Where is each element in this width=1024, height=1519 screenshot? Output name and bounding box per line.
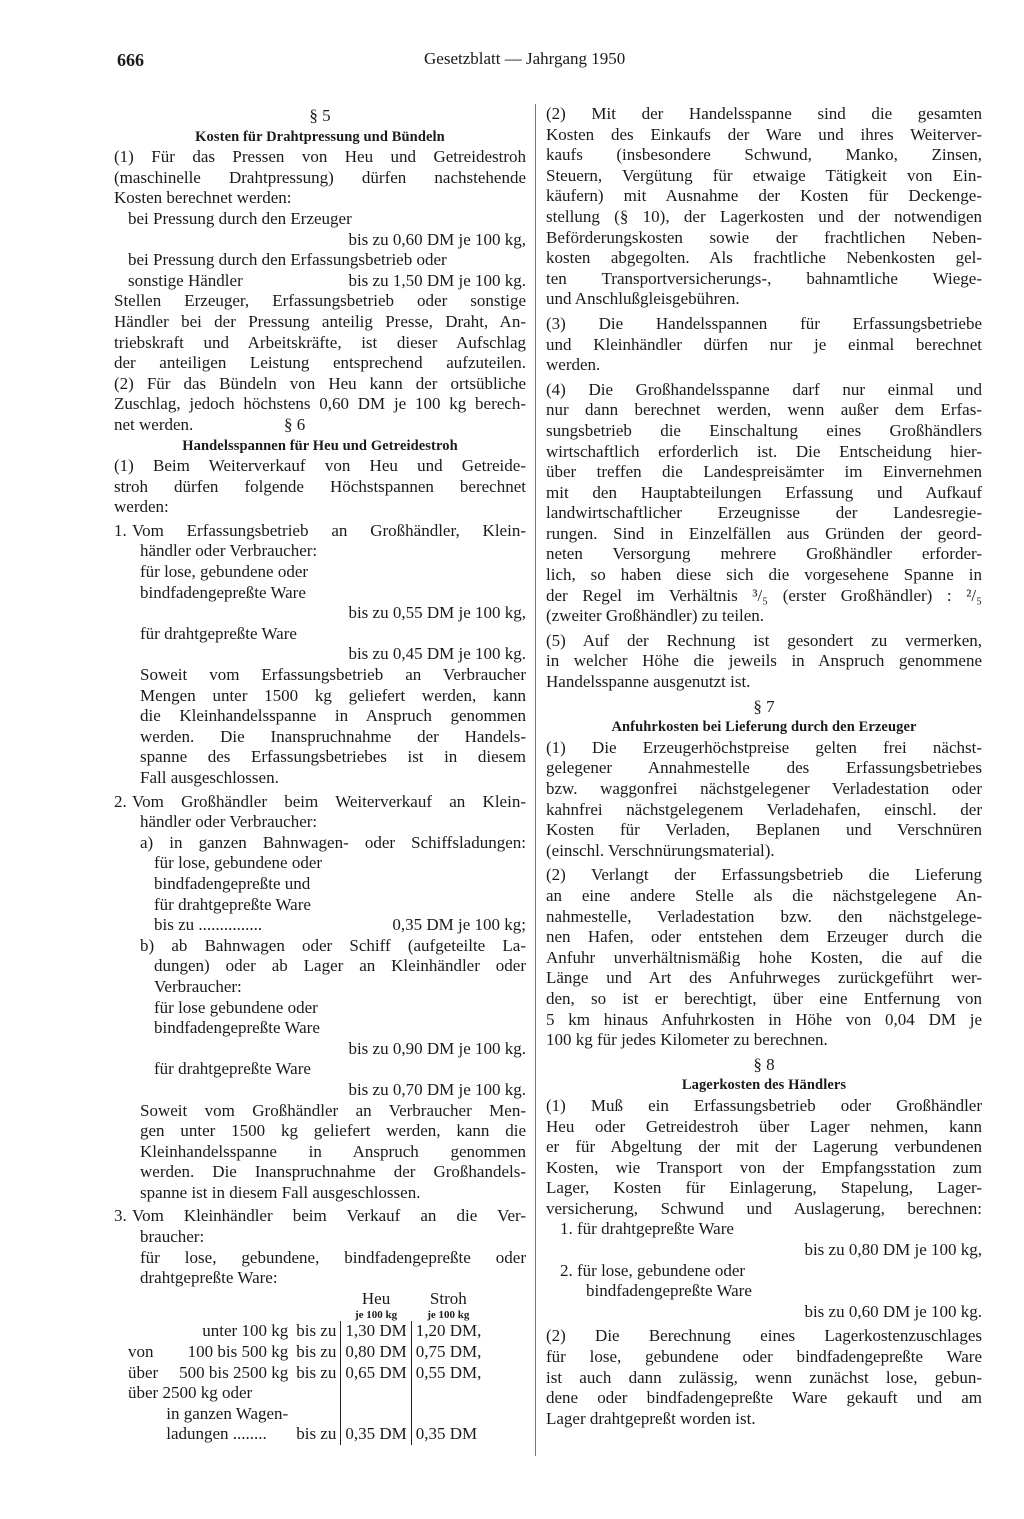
text-line: für lose, gebundene oder (140, 562, 309, 582)
text-line: sungsbetrieb die Einschaltung eines Großhändlers (546, 420, 982, 440)
text-line: Beförderungskosten sowie der frachtlichen Neben- (546, 227, 982, 247)
section-7-paragraph-1 (546, 738, 982, 862)
text-line: händler oder Verbraucher: (140, 541, 318, 561)
retail-margin-table (124, 1289, 485, 1445)
rate-item-label: bis zu ............... (154, 915, 263, 935)
table-cell: bis zu (296, 1321, 337, 1341)
text-line: für drahtgepreßte Ware (154, 1059, 311, 1079)
text-line: den, so ist er berechtigt, über eine Entfernung von (546, 988, 982, 1008)
text-line: Soweit vom Großhändler an Verbraucher Men- (140, 1100, 526, 1120)
text-line: (einschl. Verschnürungsmaterial). (546, 840, 775, 860)
text-line: für lose gebundene oder (154, 997, 318, 1017)
table-cell: 500 bis 2500 kg (179, 1362, 289, 1382)
text-line: nen Hafen, oder entstehen dem Erzeuger durch die (546, 927, 982, 947)
table-cell: 0,35 DM (411, 1424, 485, 1445)
text-line: Länge und Art des Anfuhrweges zurückgeführt wer- (546, 968, 982, 988)
rate-item-value: bis zu 0,70 DM je 100 kg. (348, 1079, 526, 1099)
text-line: bindfadengepreßte und (154, 873, 311, 893)
section-8-title: Lagerkosten des Händlers (681, 1077, 847, 1094)
table-cell: bis zu (296, 1342, 337, 1362)
column-unit-stroh: je 100 kg (427, 1309, 470, 1322)
section-8-heading: § 8 (753, 1054, 775, 1074)
text-line: net werden. (114, 414, 194, 434)
table-cell: 0,65 DM (341, 1363, 411, 1384)
table-row (124, 1321, 485, 1342)
text-line: und Anschlußgleisgebühren. (546, 289, 740, 309)
table-row (124, 1363, 485, 1384)
section-8-paragraph-1 (546, 1096, 982, 1220)
table-cell (292, 1383, 341, 1404)
text-line: werden. Die Inanspruchnahme der Handels- (140, 726, 526, 746)
table-cell (292, 1404, 341, 1425)
table-row (124, 1424, 485, 1445)
text-line: über treffen die Landespreisämter im Einvernehmen (546, 462, 982, 482)
text-line: 5 km hinaus Anfuhrkosten in Höhe von 0,04 DM je (546, 1009, 982, 1029)
text-line: Kosten berechnet werden: (114, 188, 292, 208)
text-line: Heu oder Getreidestroh über Lager nehmen, kann (546, 1116, 982, 1136)
text-line: Anfuhr unverhältnismäßig hohe Kosten, die auf die (546, 947, 982, 967)
text-line: Kosten des Einkaufs der Ware und ihres Weiterver- (546, 124, 982, 144)
table-cell: bis zu (296, 1424, 337, 1444)
text-line: werden. Die Inanspruchnahme der Großhandels- (140, 1162, 526, 1182)
section-6-start-row (114, 415, 526, 436)
text-line: mit den Hauptabteilungen Erfassung und Aufkauf (546, 482, 982, 502)
table-cell (124, 1404, 162, 1425)
rate-item-value: bis zu 0,60 DM je 100 kg, (348, 229, 526, 249)
text-line: Verbraucher: (154, 976, 242, 996)
text-line: ten Transportversicherungs-, bahnamtliche Wiege- (546, 268, 982, 288)
text-line: kosten abgegolten. Als frachtliche Nebenkosten gel- (546, 248, 982, 268)
table-cell: 0,75 DM, (411, 1342, 485, 1363)
text-line: werden. (546, 355, 601, 375)
rate-item-row (114, 271, 526, 292)
text-line: für lose, gebundene oder (154, 853, 323, 873)
text-line: kaufs (insbesondere Schwund, Manko, Zinsen, (546, 145, 982, 165)
section-6-paragraph-4 (546, 380, 982, 627)
table-cell (411, 1404, 485, 1425)
table-cell: bis zu (296, 1362, 337, 1382)
text-line: landwirtschaftlicher Erzeugnisse der Landesregie- (546, 503, 982, 523)
text-line: Steuern, Vergütung für etwaige Tätigkeit von Ein- (546, 165, 982, 185)
section-6-paragraph-1 (114, 456, 526, 518)
page-number: 666 (117, 50, 144, 70)
text-line: und Kleinhändler dürfen nur je einmal berechnet (546, 334, 982, 354)
text-line: (5) Auf der Rechnung ist gesondert zu vermerken, (546, 630, 982, 650)
text-line: der Regel im Verhältnis ³/₅ (erster Großhändler) : ²/₅ (546, 585, 982, 605)
table-cell (341, 1383, 411, 1404)
table-cell: über 2500 kg oder (128, 1383, 253, 1403)
section-7-title: Anfuhrkosten bei Lieferung durch den Erzeuger (611, 719, 917, 736)
text-line: drahtgepreßte Ware: (140, 1268, 278, 1288)
text-line: Soweit vom Erfassungsbetrieb an Verbraucher (140, 665, 526, 685)
table-cell: 0,55 DM, (411, 1363, 485, 1384)
text-line: Kosten für Verladen, Beplanen und Verschnüren (546, 820, 982, 840)
section-6-heading: § 6 (284, 414, 306, 434)
column-header-stroh: Stroh (429, 1288, 467, 1308)
text-line: (1) Die Erzeugerhöchstpreise gelten frei nächst- (546, 737, 982, 757)
text-line: händler oder Verbraucher: (140, 812, 318, 832)
column-unit-heu: je 100 kg (354, 1309, 398, 1322)
section-5-paragraph-2 (114, 291, 526, 373)
item-number: 1. (114, 520, 127, 540)
left-column (114, 104, 526, 1445)
table-cell: 100 bis 500 kg (187, 1342, 289, 1362)
text-line: Lager drahtgepreßt worden ist. (546, 1408, 756, 1428)
rate-item-value: bis zu 0,60 DM je 100 kg. (804, 1301, 982, 1321)
text-line: bindfadengepreßte Ware (140, 582, 306, 602)
right-column (546, 104, 982, 1429)
text-line: stroh dürfen folgende Höchstspannen berechnet (114, 476, 526, 496)
table-row (124, 1342, 485, 1363)
text-line: die Kleinhandelsspanne in Anspruch genommen (140, 706, 526, 726)
text-line: (maschinelle Drahtpressung) dürfen nachstehende (114, 167, 526, 187)
section-7-heading: § 7 (753, 696, 775, 716)
text-line: (2) Die Berechnung eines Lagerkostenzuschlages (546, 1326, 982, 1346)
text-line: (2) Für das Bündeln von Heu kann der ortsübliche (114, 373, 526, 393)
text-line: ist auch dann zulässig, wenn zunächst lose, gebun- (546, 1367, 982, 1387)
text-line: a) in ganzen Bahnwagen- oder Schiffsladungen: (140, 832, 526, 852)
column-divider (535, 104, 536, 1456)
text-line: (zweiter Großhändler) zu teilen. (546, 606, 765, 626)
text-line: Vom Großhändler beim Weiterverkauf an Klein- (132, 791, 526, 811)
rate-item-label: bei Pressung durch den Erzeuger (128, 208, 352, 228)
text-line: (2) Verlangt der Erfassungsbetrieb die Lieferung (546, 865, 982, 885)
text-line: (4) Die Großhandelsspanne darf nur einmal und (546, 379, 982, 399)
text-line: triebskraft und Arbeitskräfte, ist dieser Aufschlag (114, 332, 526, 352)
section-6-paragraph-3 (546, 314, 982, 376)
text-line: für lose, gebundene oder bindfadengepreßte Ware (546, 1347, 982, 1367)
text-line: bindfadengepreßte Ware (154, 1018, 320, 1038)
table-cell: 0,35 DM (341, 1424, 411, 1445)
rate-item-label: 1. für drahtgepreßte Ware (560, 1219, 734, 1239)
rate-item-value: bis zu 0,90 DM je 100 kg. (348, 1038, 526, 1058)
text-line: versicherung, Schwund und Auslagerung, berechnen: (546, 1198, 982, 1218)
text-line: dene oder bindfadengepreßte Ware gekauft und am (546, 1388, 982, 1408)
text-line: (1) Muß ein Erfassungsbetrieb oder Großhändler (546, 1095, 982, 1115)
text-line: für drahtgepreßte Ware (140, 623, 297, 643)
text-line: spanne des Erfassungsbetriebes ist in diesem (140, 747, 526, 767)
table-cell: über (128, 1362, 159, 1382)
running-title: Gesetzblatt — Jahrgang 1950 (424, 49, 626, 68)
list-item-1 (114, 521, 526, 789)
text-line: Mengen unter 1500 kg geliefert werden, kann (140, 685, 526, 705)
text-line: (1) Beim Weiterverkauf von Heu und Getreide- (114, 456, 526, 476)
text-line: Kosten, wie Transport von der Empfangsstation zum (546, 1157, 982, 1177)
text-line: (2) Mit der Handelsspanne sind die gesamten (546, 104, 982, 123)
text-line: für drahtgepreßte Ware (154, 894, 311, 914)
section-5-paragraph-1 (114, 147, 526, 209)
text-line: Kleinhandelsspanne in Anspruch genommen (140, 1141, 526, 1161)
table-cell: 1,30 DM (341, 1321, 411, 1342)
table-cell: 1,20 DM, (411, 1321, 485, 1342)
text-line: dungen) oder ab Lager an Kleinhändler oder (154, 956, 526, 976)
rate-item-label: bei Pressung durch den Erfassungsbetrieb oder (128, 250, 447, 270)
table-cell (341, 1404, 411, 1425)
section-6-paragraph-5 (546, 631, 982, 693)
text-line: Vom Kleinhändler beim Verkauf an die Ver- (132, 1206, 526, 1226)
rate-item-value: bis zu 0,80 DM je 100 kg, (804, 1240, 982, 1260)
text-line: spanne ist in diesem Fall ausgeschlossen. (140, 1182, 421, 1202)
text-line: gen unter 1500 kg geliefert werden, kann die (140, 1121, 526, 1141)
table-cell (411, 1383, 485, 1404)
table-row (124, 1404, 485, 1425)
text-line: für lose, gebundene, bindfadengepreßte oder (140, 1247, 526, 1267)
rate-item-label: 2. für lose, gebundene oder (560, 1260, 746, 1280)
text-line: käufern) mit Ausnahme der Kosten für Deckenge- (546, 186, 982, 206)
text-line: 100 kg für jedes Kilometer zu berechnen. (546, 1030, 828, 1050)
text-line: rungen. Sind in Einzelfällen aus Gründen der geord- (546, 523, 982, 543)
text-line: nahmestelle, Verladestation bzw. den nächstgelege- (546, 906, 982, 926)
table-cell: 0,80 DM (341, 1342, 411, 1363)
section-6-title: Handelsspannen für Heu und Getreidestroh (182, 437, 458, 454)
list-item-2 (114, 792, 526, 1204)
rate-item-label: sonstige Händler (128, 270, 243, 290)
section-5-heading: § 5 (309, 106, 331, 125)
section-5-title: Kosten für Drahtpressung und Bündeln (195, 128, 445, 145)
text-line: lich, so haben diese sich die vorgesehene Spanne in (546, 565, 982, 585)
text-line: Zuschlag, jedoch höchstens 0,60 DM je 100 kg berech- (114, 394, 526, 414)
table-row (124, 1383, 485, 1404)
section-6-paragraph-2 (546, 104, 982, 310)
table-cell: in ganzen Wagen- (166, 1403, 289, 1423)
text-line: wirtschaftlich erforderlich ist. Die Entscheidung hier- (546, 441, 982, 461)
section-8-paragraph-2 (546, 1326, 982, 1429)
text-line: bzw. waggonfrei nächstgelegener Verladestation oder (546, 779, 982, 798)
table-spacer (124, 1309, 341, 1321)
section-7-paragraph-2 (546, 865, 982, 1050)
text-line: stellung (§ 10), der Lagerkosten und der notwendigen (546, 206, 982, 226)
section-5-paragraph-3 (114, 374, 526, 415)
page-header (0, 0, 1024, 80)
list-item-3 (114, 1206, 526, 1445)
text-line: gelegener Annahmestelle des Erfassungsbetriebes (546, 758, 982, 778)
text-line: Lager, Kosten für Einlagerung, Stapelung, Lager- (546, 1178, 982, 1198)
text-line: Stellen Erzeuger, Erfassungsbetrieb oder sonstige (114, 291, 526, 311)
text-line: der anteiligen Leistung entsprechend aufzuteilen. (114, 353, 526, 373)
text-line: (3) Die Handelsspannen für Erfassungsbetriebe (546, 313, 982, 333)
item-number: 3. (114, 1206, 127, 1226)
rate-item-value: 0,35 DM je 100 kg; (392, 915, 526, 935)
table-cell (124, 1424, 162, 1445)
rate-item-value: bis zu 0,55 DM je 100 kg, (348, 603, 526, 623)
column-header-heu: Heu (361, 1288, 391, 1308)
text-line: neten Versorgung mehrere Großhändler erforder- (546, 544, 982, 564)
text-line: b) ab Bahnwagen oder Schiff (aufgeteilte La- (140, 935, 526, 955)
text-line: Fall ausgeschlossen. (140, 768, 279, 787)
rate-item-value: bis zu 0,45 DM je 100 kg. (348, 644, 526, 664)
table-cell: von (128, 1342, 154, 1362)
table-spacer (124, 1289, 341, 1310)
table-cell: ladungen ........ (166, 1424, 267, 1444)
text-line: in welcher Höhe die jeweils in Anspruch genommene (546, 651, 982, 671)
text-line: (1) Für das Pressen von Heu und Getreidestroh (114, 147, 526, 167)
item-number: 2. (114, 791, 127, 811)
text-line: braucher: (140, 1227, 205, 1247)
text-line: Händler bei der Pressung anteilig Presse, Draht, An- (114, 311, 526, 331)
text-line: kahnfrei nächstgelegenem Verladehafen, einschl. der (546, 799, 982, 819)
text-line: an eine andere Stelle als die nächstgelegene An- (546, 885, 982, 905)
rate-item-label: bindfadengepreßte Ware (586, 1281, 752, 1301)
table-cell: unter 100 kg (202, 1321, 289, 1341)
text-line: Handelsspanne ausgenutzt ist. (546, 672, 751, 692)
text-line: Vom Erfassungsbetrieb an Großhändler, Klein- (132, 520, 526, 540)
text-line: nur dann berechnet werden, wenn außer dem Erfas- (546, 400, 982, 420)
rate-item-value: bis zu 1,50 DM je 100 kg. (348, 270, 526, 290)
table-cell (124, 1321, 162, 1342)
text-line: werden: (114, 497, 169, 517)
text-line: er für Abgeltung der mit der Lagerung verbundenen (546, 1137, 982, 1157)
